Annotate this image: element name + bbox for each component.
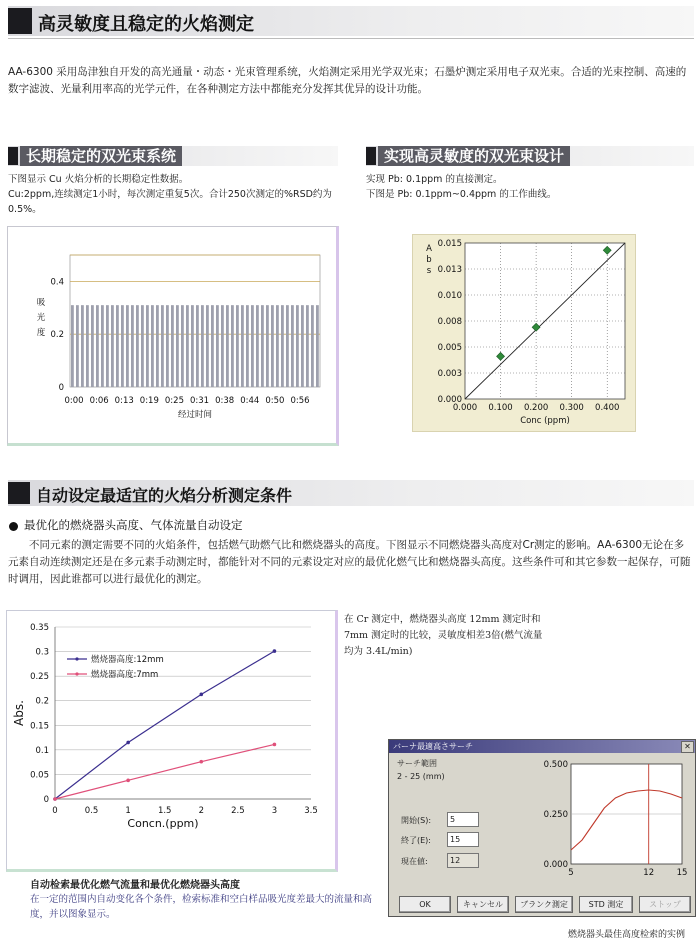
x-tick-label: 0:44 bbox=[240, 396, 260, 406]
x-axis-label: Conc (ppm) bbox=[520, 416, 570, 426]
bar bbox=[96, 305, 99, 387]
legend-marker bbox=[75, 672, 78, 675]
stability-square-icon bbox=[8, 147, 18, 165]
bar bbox=[126, 305, 129, 387]
current-value: 12 bbox=[447, 853, 479, 868]
bar bbox=[81, 305, 84, 387]
y-tick-label: 0.35 bbox=[30, 623, 49, 633]
x-tick-label: 0 bbox=[52, 806, 58, 816]
bar bbox=[111, 305, 114, 387]
bar bbox=[196, 305, 199, 387]
auto-square-icon bbox=[8, 482, 30, 504]
y-tick-label: 0.05 bbox=[30, 770, 49, 781]
auto-title: 自动设定最适宜的火焰分析测定条件 bbox=[36, 486, 293, 505]
bar bbox=[281, 305, 284, 387]
x-tick-label: 0:50 bbox=[265, 396, 285, 406]
bar bbox=[256, 305, 259, 387]
dialog-close-icon[interactable]: ✕ bbox=[681, 741, 694, 753]
bar bbox=[226, 305, 229, 387]
dialog-title: バーナ最適高さサーチ bbox=[393, 742, 473, 751]
cr-chart-frame bbox=[6, 610, 338, 872]
bar bbox=[176, 305, 179, 387]
x-tick-label: 0.000 bbox=[452, 403, 478, 413]
y-axis-label: A bbox=[426, 244, 432, 254]
bar bbox=[106, 305, 109, 387]
x-tick-label: 2 bbox=[198, 806, 204, 816]
x-tick-label: 0.400 bbox=[595, 403, 620, 413]
end-label: 終了(E): bbox=[401, 836, 431, 845]
dialog-caption: 燃烧器头最佳高度检索的实例 bbox=[568, 930, 686, 940]
x-tick-label: 0:31 bbox=[190, 396, 210, 406]
y-axis-label: 光 bbox=[36, 313, 46, 323]
bar bbox=[71, 305, 74, 387]
y-tick-label: 0.015 bbox=[437, 239, 462, 249]
y-tick-label: 0.3 bbox=[35, 647, 49, 658]
x-tick-label: 0.100 bbox=[488, 403, 513, 413]
x-tick-label: 0:38 bbox=[215, 396, 235, 406]
x-tick-label: 0:13 bbox=[114, 396, 134, 406]
bar bbox=[216, 305, 219, 387]
bar bbox=[166, 305, 169, 387]
bar bbox=[246, 305, 249, 387]
series-point bbox=[273, 649, 277, 653]
bar bbox=[131, 305, 134, 387]
x-tick-label: 2.5 bbox=[231, 806, 245, 816]
bar bbox=[286, 305, 289, 387]
y-tick-label: 0.010 bbox=[437, 291, 462, 301]
bar bbox=[291, 305, 294, 387]
height-plot bbox=[527, 758, 690, 880]
side-note: 在 Cr 测定中，燃烧器头高度 12mm 测定时和7mm 测定时的比较，灵敏度相差3倍(燃气流量均为 3.4L/min) bbox=[344, 614, 543, 657]
start-input[interactable]: 5 bbox=[447, 812, 479, 827]
stability-line-2: Cu:2ppm,连续测定1小时，每次测定重复5次。合计250次测定的%RSD约为 0.5%。 bbox=[8, 189, 332, 215]
x-tick-label: 0:56 bbox=[290, 396, 310, 406]
legend-label: 燃烧器高度:7mm bbox=[91, 670, 159, 680]
bar bbox=[311, 305, 314, 387]
bar bbox=[251, 305, 254, 387]
bar bbox=[186, 305, 189, 387]
cr-chart bbox=[7, 611, 335, 869]
bar bbox=[76, 305, 79, 387]
burner-height-dialog bbox=[388, 739, 696, 917]
y-axis-label: 度 bbox=[36, 328, 46, 338]
caption-body: 在一定的范围内自动变化各个条件，检索标准和空白样品吸光度差最大的流量和高度，并以图象显示。 bbox=[30, 894, 373, 920]
auto-body: 不同元素的测定需要不同的火焰条件，包括燃气助燃气比和燃烧器头的高度。下图显示不同燃烧器头高度对Cr测定的影响。AA-6300无论在多元素自动连续测定还是在多元素手动测定时，都能针对不同的元素设定对应的最优化燃气比和燃烧器头高度。这些条件可和其它参数一起保存，可随时调用，因此谁都可以进行最优化的测定。 bbox=[8, 539, 691, 585]
y-tick-label: 0.000 bbox=[543, 860, 568, 870]
y-tick-label: 0 bbox=[43, 795, 49, 805]
y-tick-label: 0 bbox=[58, 383, 64, 393]
x-tick-label: 12 bbox=[643, 868, 655, 878]
sensitivity-title: 实现高灵敏度的双光束设计 bbox=[378, 146, 570, 166]
intro-paragraph: AA-6300 采用岛津独自开发的高光通量・动态・光束管理系统，火焰测定采用光学双光束；石墨炉测定采用电子双光束。合适的光束控制、高速的数字滤波、光量利用率高的光学元件，在各种测定方法中都能充分发挥其优异的设计功能。 bbox=[8, 66, 687, 95]
y-axis-label: b bbox=[426, 255, 432, 265]
bar bbox=[151, 305, 154, 387]
bar bbox=[206, 305, 209, 387]
bar bbox=[316, 305, 319, 387]
bar bbox=[181, 305, 184, 387]
y-tick-label: 0.15 bbox=[30, 721, 49, 732]
x-tick-label: 3.5 bbox=[304, 806, 318, 816]
bar bbox=[306, 305, 309, 387]
y-tick-label: 0.4 bbox=[50, 277, 64, 288]
y-axis-label: s bbox=[426, 266, 432, 276]
x-tick-label: 0.5 bbox=[84, 806, 99, 816]
sensitivity-line-2: 下图是 Pb: 0.1ppm~0.4ppm 的工作曲线。 bbox=[366, 189, 557, 200]
series-line bbox=[55, 744, 274, 799]
sensitivity-square-icon bbox=[366, 147, 376, 165]
ok-button[interactable]: OK bbox=[399, 896, 451, 913]
bar bbox=[121, 305, 124, 387]
sensitivity-line-1: 实现 Pb: 0.1ppm 的直接测定。 bbox=[366, 174, 503, 185]
bar bbox=[136, 305, 139, 387]
bullet-icon bbox=[9, 522, 18, 531]
x-axis-label: 经过时间 bbox=[177, 410, 213, 420]
x-tick-label: 3 bbox=[271, 806, 278, 816]
caption-title: 自动检索最优化燃气流量和最优化燃烧器头高度 bbox=[30, 880, 240, 891]
series-point bbox=[199, 693, 203, 697]
x-tick-label: 1.5 bbox=[157, 806, 172, 816]
y-tick-label: 0.2 bbox=[50, 330, 64, 341]
blank-measure-button[interactable]: ブランク測定 bbox=[515, 896, 573, 913]
end-input[interactable]: 15 bbox=[447, 832, 479, 847]
y-tick-label: 0.003 bbox=[437, 369, 462, 379]
y-tick-label: 0.008 bbox=[437, 317, 462, 327]
series-point bbox=[53, 797, 57, 801]
y-tick-label: 0.25 bbox=[30, 672, 49, 683]
bar bbox=[301, 305, 304, 387]
bar bbox=[271, 305, 274, 387]
bar bbox=[211, 305, 214, 387]
bar bbox=[201, 305, 204, 387]
title-square-icon bbox=[8, 8, 32, 34]
bar bbox=[146, 305, 149, 387]
stability-title: 长期稳定的双光束系统 bbox=[20, 146, 182, 166]
current-label: 現在値: bbox=[401, 857, 428, 866]
y-axis-label: Abs. bbox=[12, 700, 26, 726]
series-point bbox=[199, 760, 203, 764]
stability-chart bbox=[8, 227, 336, 443]
y-tick-label: 0.000 bbox=[437, 395, 462, 405]
x-tick-label: 0:00 bbox=[64, 396, 84, 406]
y-tick-label: 0.500 bbox=[543, 760, 568, 770]
bar bbox=[236, 305, 239, 387]
bar bbox=[221, 305, 224, 387]
bar bbox=[276, 305, 279, 387]
std-measure-button[interactable]: STD 測定 bbox=[579, 896, 633, 913]
x-tick-label: 5 bbox=[568, 868, 574, 878]
x-tick-label: 15 bbox=[676, 868, 688, 878]
bar bbox=[171, 305, 174, 387]
range-label: サーチ範囲 bbox=[397, 759, 437, 768]
range-value: 2 - 25 (mm) bbox=[397, 772, 445, 781]
height-plot-frame bbox=[527, 758, 690, 880]
cancel-button[interactable]: キャンセル bbox=[457, 896, 509, 913]
y-tick-label: 0.2 bbox=[35, 696, 49, 707]
bar bbox=[101, 305, 104, 387]
legend-label: 燃烧器高度:12mm bbox=[91, 655, 164, 665]
bar bbox=[231, 305, 234, 387]
y-tick-label: 0.1 bbox=[35, 745, 49, 756]
calibration-chart bbox=[413, 235, 635, 431]
series-point bbox=[126, 779, 130, 783]
bar bbox=[161, 305, 164, 387]
title-rule bbox=[8, 38, 694, 39]
bar bbox=[86, 305, 89, 387]
series-point bbox=[126, 741, 130, 745]
stability-chart-frame bbox=[7, 226, 339, 446]
x-tick-label: 0:06 bbox=[89, 396, 109, 406]
y-tick-label: 0.250 bbox=[543, 810, 568, 820]
bar bbox=[261, 305, 264, 387]
x-axis-label: Concn.(ppm) bbox=[127, 817, 199, 830]
auto-bullet: 最优化的燃烧器头高度、气体流量自动设定 bbox=[24, 518, 243, 532]
bar bbox=[91, 305, 94, 387]
dialog-button-row bbox=[389, 895, 695, 913]
stop-button[interactable]: ストップ bbox=[639, 896, 691, 913]
y-axis-label: 吸 bbox=[36, 298, 46, 308]
x-tick-label: 0:25 bbox=[164, 396, 184, 406]
y-tick-label: 0.005 bbox=[437, 343, 462, 353]
series-point bbox=[273, 743, 277, 747]
calibration-chart-frame bbox=[412, 234, 636, 432]
bar bbox=[296, 305, 299, 387]
legend-marker bbox=[75, 657, 78, 660]
stability-line-1: 下图显示 Cu 火焰分析的长期稳定性数据。 bbox=[8, 174, 189, 185]
start-label: 開始(S): bbox=[401, 816, 432, 825]
bar bbox=[156, 305, 159, 387]
x-tick-label: 0.300 bbox=[559, 403, 584, 413]
x-tick-label: 0.200 bbox=[523, 403, 549, 413]
bar bbox=[266, 305, 269, 387]
bar bbox=[141, 305, 144, 387]
bar bbox=[191, 305, 194, 387]
bar bbox=[241, 305, 244, 387]
y-tick-label: 0.013 bbox=[437, 265, 462, 275]
x-tick-label: 0:19 bbox=[139, 396, 159, 406]
page-title: 高灵敏度且稳定的火焰测定 bbox=[38, 14, 254, 35]
x-tick-label: 1 bbox=[125, 806, 131, 816]
bar bbox=[116, 305, 119, 387]
